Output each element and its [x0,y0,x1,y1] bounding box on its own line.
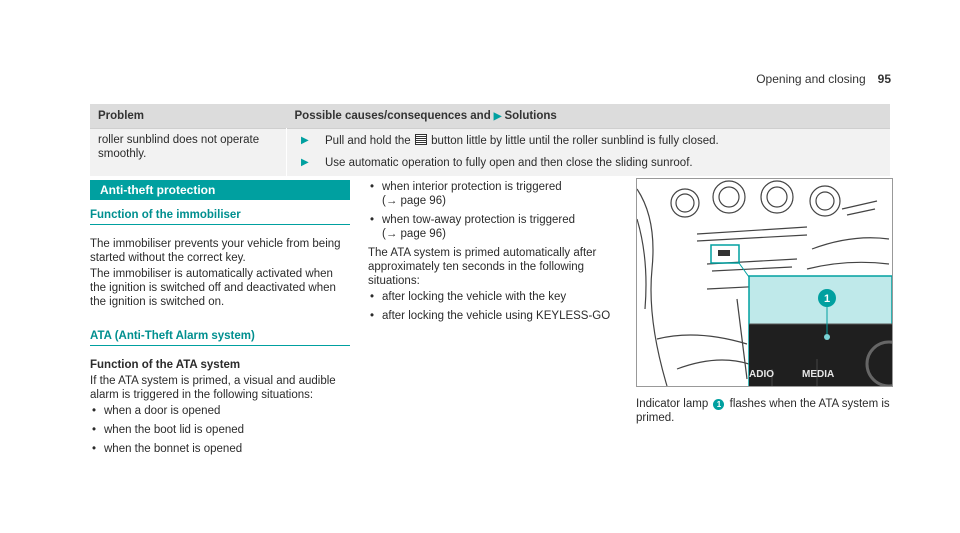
header-solutions [287,104,891,129]
solution-item [295,156,882,170]
caption-text-a: Indicator lamp [636,398,709,410]
page-reference-link[interactable]: (→ page 96) [382,195,446,207]
subheading-immobiliser: Function of the immobiliser [90,208,350,225]
column-1 [90,180,350,461]
paragraph: If the ATA system is primed, a visual and audible alarm is triggered in the following situations: [90,375,336,401]
photo-callout-number: 1 [823,293,831,305]
header-causes-label: Possible causes/consequences and [294,110,491,122]
header-problem-label: Problem [98,110,145,122]
bullet-list [90,404,350,456]
subheading-ata: ATA (Anti-Theft Alarm system) [90,329,350,346]
paragraph: The immobiliser is automatically activated when the ignition is switched off and deactivated when the ignition is switched on. [90,268,336,308]
header-solutions-label: Solutions [504,110,557,122]
table-header-row [90,104,890,129]
list-item [368,213,623,241]
callout-badge: 1 [713,399,724,410]
list-item: • when the boot lid is opened [90,423,350,437]
list-item: • when the bonnet is opened [90,442,350,456]
list-item-text: when tow-away protection is triggered [382,214,576,226]
solution-1-text-b: button little by little until the roller sunblind is fully closed. [431,135,719,147]
list-item-text: when interior protection is triggered [382,181,562,193]
page-reference-link[interactable]: (→ page 96) [382,228,446,240]
section-name: Opening and closing [756,72,866,86]
troubleshooting-table [90,104,890,176]
solution-1-text-a: Pull and hold the [325,135,411,147]
dashboard-drawing [637,179,892,386]
sunblind-button-icon [415,134,427,145]
list-item: • when a door is opened [90,404,350,418]
caption-text-b: flashes when the ATA system is primed. [636,398,890,424]
solution-arrow-icon: ▶ [493,111,502,122]
problem-cell: roller sunblind does not operate smoothly. [90,129,287,177]
heading-ata-function: Function of the ATA system [90,359,241,371]
list-item: • after locking the vehicle with the key [368,290,623,304]
image-caption [636,397,891,425]
header-problem [90,104,287,129]
list-item: • after locking the vehicle using KEYLESS-GO [368,309,623,323]
step-arrow-icon: ▶ [301,135,309,146]
paragraph: The immobiliser prevents your vehicle from being started without the correct key. [90,238,341,264]
page-number: 95 [877,72,891,86]
column-2 [368,178,623,328]
dashboard-illustration [636,178,893,387]
section-title: Anti-theft protection [90,180,350,200]
solution-cell [287,129,891,177]
table-row [90,129,890,177]
paragraph: The ATA system is primed automatically after approximately ten seconds in the following situations: [368,247,597,287]
bullet-list [368,180,623,241]
list-item [368,180,623,208]
photo-label-media: MEDIA [802,369,835,380]
page-header [756,72,891,86]
solution-item [295,134,882,148]
photo-label-radio: ADIO [749,369,774,380]
bullet-list [368,290,623,323]
step-arrow-icon: ▶ [301,157,309,168]
solution-2-text: Use automatic operation to fully open and then close the sliding sunroof. [325,157,693,169]
column-3 [636,178,891,427]
